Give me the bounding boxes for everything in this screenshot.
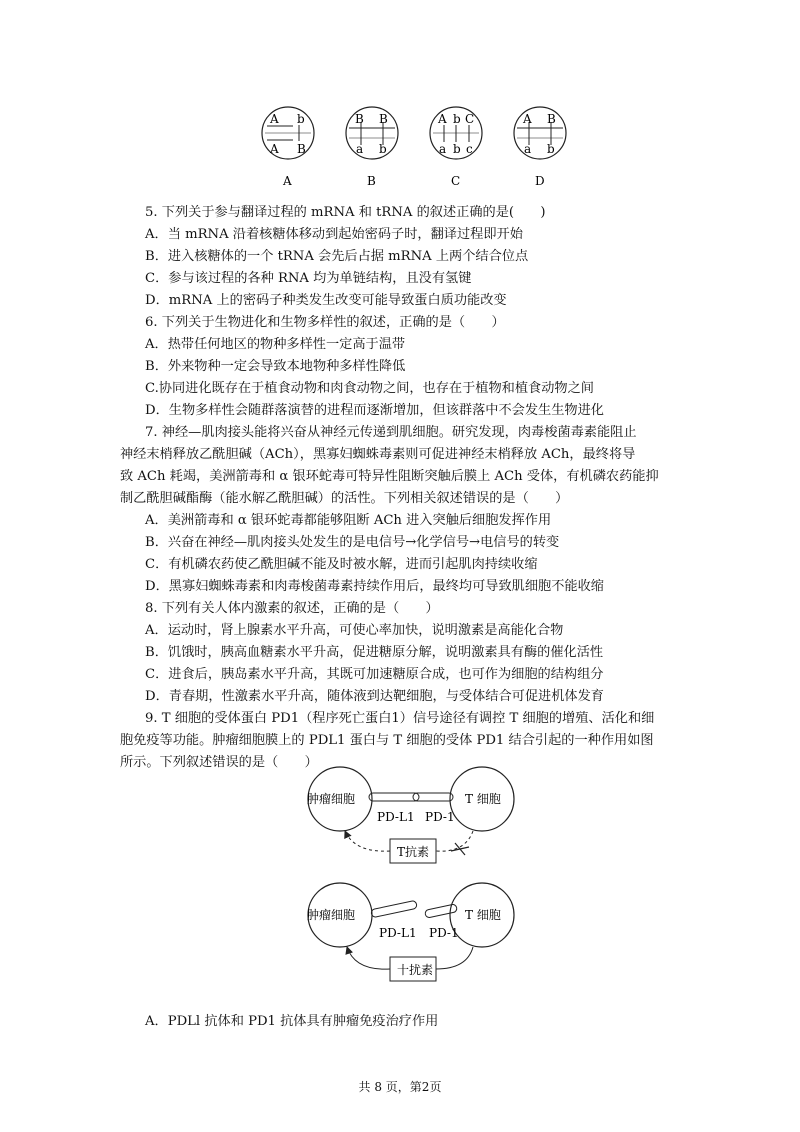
q5-option-d: D．mRNA 上的密码子种类发生改变可能导致蛋白质功能改变 [145, 293, 507, 308]
tumor-label-bottom: 肿瘤细胞 [307, 908, 356, 922]
t-label-bottom: T 细胞 [465, 908, 501, 922]
panel-a-bottom-1: A [270, 142, 279, 156]
q7-stem-line-2: 神经末梢释放乙酰胆碱（ACh），黑寡妇蜘蛛毒素则可促进神经末梢释放 ACh，最终将导 [120, 447, 636, 462]
panel-d-top-2: B [547, 112, 556, 126]
q6-option-a: A．热带任何地区的物种多样性一定高于温带 [145, 337, 406, 352]
panel-a-caption: A [283, 174, 292, 188]
upper-diagram [307, 767, 514, 863]
panel-b-bottom-1: a [356, 142, 364, 156]
q9-stem-line-1: 9. T 细胞的受体蛋白 PD1（程序死亡蛋白1）信号途径有调控 T 细胞的增殖、活化和细 [145, 711, 655, 726]
page-footer: 共 8 页，第2页 [358, 1080, 442, 1094]
lower-diagram [307, 883, 514, 981]
q7-stem-line-4: 制乙酰胆碱酯酶（能水解乙酰胆碱）的活性。下列相关叙述错误的是（ ） [120, 491, 569, 506]
panel-d-bottom-1: a [524, 142, 532, 156]
q9-stem-line-2: 胞免疫等功能。肿瘤细胞膜上的 PDL1 蛋白与 T 细胞的受体 PD1 结合引起的一种作用如图 [120, 733, 654, 748]
q7-option-a: A．美洲箭毒和 α 银环蛇毒都能够阻断 ACh 进入突触后细胞发挥作用 [145, 513, 552, 528]
q5-option-b: B．进入核糖体的一个 tRNA 会先后占据 mRNA 上两个结合位点 [145, 249, 529, 264]
panel-c-caption: C [451, 174, 461, 188]
interferon-label-top: T抗素 [397, 845, 430, 859]
panel-c-top-3: C [465, 112, 475, 126]
panel-a-top-2: b [297, 112, 305, 126]
allele-figure-svg [255, 105, 575, 190]
q7-option-c: C．有机磷农药使乙酰胆碱不能及时被水解，进而引起肌肉持续收缩 [145, 557, 538, 572]
q7-option-d: D．黑寡妇蜘蛛毒素和肉毒梭菌毒素持续作用后，最终均可导致肌细胞不能收缩 [145, 579, 604, 594]
panel-b-top-2: B [379, 112, 388, 126]
pd1-receptor-bottom [425, 904, 458, 918]
panel-d-bottom-2: b [547, 142, 555, 156]
pd1-figure [295, 765, 515, 1005]
panel-d-caption: D [535, 174, 545, 188]
q8-option-c: C．进食后，胰岛素水平升高，其既可加速糖原合成，也可作为细胞的结构组分 [145, 667, 604, 682]
q7-stem-line-1: 7. 神经—肌肉接头能将兴奋从神经元传递到肌细胞。研究发现，肉毒梭菌毒素能阻止 [145, 425, 637, 440]
panel-c-top-1: A [438, 112, 447, 126]
panel-b-bottom-2: b [379, 142, 387, 156]
panel-b-caption: B [367, 174, 376, 188]
panel-c-bottom-1: a [439, 142, 447, 156]
q6-option-c: C.协同进化既存在于植食动物和肉食动物之间，也存在于植物和植食动物之间 [145, 381, 594, 396]
q7-stem-line-3: 致 ACh 耗竭，美洲箭毒和 α 银环蛇毒可特异性阻断突触后膜上 ACh 受体，有机磷农药能抑 [120, 469, 659, 484]
q5-stem: 5. 下列关于参与翻译过程的 mRNA 和 tRNA 的叙述正确的是( ) [145, 205, 546, 220]
panel-c-bottom-3: c [466, 142, 473, 156]
panel-a-top-1: A [270, 112, 279, 126]
q5-option-c: C．参与该过程的各种 RNA 均为单链结构，且没有氢键 [145, 271, 472, 286]
panel-c-bottom-2: b [453, 142, 461, 156]
panel-b-top-1: B [355, 112, 364, 126]
dashed-arrow-top [345, 831, 390, 851]
q8-option-a: A．运动时，肾上腺素水平升高，可使心率加快，说明激素是高能化合物 [145, 623, 564, 638]
block-mark-2 [451, 847, 469, 851]
pd1-label-bottom: PD-1 [429, 926, 459, 940]
t-label-top: T 细胞 [465, 792, 501, 806]
q6-option-d: D．生物多样性会随群落演替的进程而逐渐增加，但该群落中不会发生生物进化 [145, 403, 604, 418]
panel-a-bottom-2: B [297, 142, 306, 156]
panel-a [262, 107, 314, 188]
q6-option-b: B．外来物种一定会导致本地物种多样性降低 [145, 359, 406, 374]
solid-arrow-bottom-right [436, 947, 473, 969]
q8-stem: 8. 下列有关人体内激素的叙述，正确的是（ ） [145, 601, 439, 616]
pd1-label-top: PD-1 [425, 810, 455, 824]
pd1-figure-svg [295, 765, 515, 1005]
q9-option-a: A．PDLl 抗体和 PD1 抗体具有肿瘤免疫治疗作用 [145, 1014, 439, 1029]
q8-option-d: D．青春期，性激素水平升高，随体液到达靶细胞，与受体结合可促进机体发育 [145, 689, 604, 704]
pdl1-label-top: PD-L1 [377, 810, 415, 824]
pdl1-label-bottom: PD-L1 [379, 926, 417, 940]
solid-arrow-bottom-left [347, 947, 390, 969]
q7-option-b: B．兴奋在神经—肌肉接头处发生的是电信号→化学信号→电信号的转变 [145, 535, 560, 550]
panel-c [430, 107, 482, 188]
panel-b [346, 107, 398, 188]
panel-d-top-1: A [523, 112, 532, 126]
allele-figure [255, 105, 575, 190]
q5-option-a: A．当 mRNA 沿着核糖体移动到起始密码子时，翻译过程即开始 [145, 227, 523, 242]
tumor-label-top: 肿瘤细胞 [307, 792, 356, 806]
q6-stem: 6. 下列关于生物进化和生物多样性的叙述，正确的是（ ） [145, 315, 505, 330]
panel-c-top-2: b [453, 112, 461, 126]
inhibited-arrow-top [436, 831, 473, 851]
panel-d [514, 107, 566, 188]
interferon-label-bottom: 十扰素 [397, 963, 434, 977]
pdl1-receptor-top [369, 793, 419, 801]
q9-stem-line-3: 所示。下列叙述错误的是（ ） [120, 755, 318, 770]
q8-option-b: B．饥饿时，胰高血糖素水平升高，促进糖原分解，说明激素具有酶的催化活性 [145, 645, 604, 660]
pdl1-receptor-bottom [371, 900, 418, 917]
